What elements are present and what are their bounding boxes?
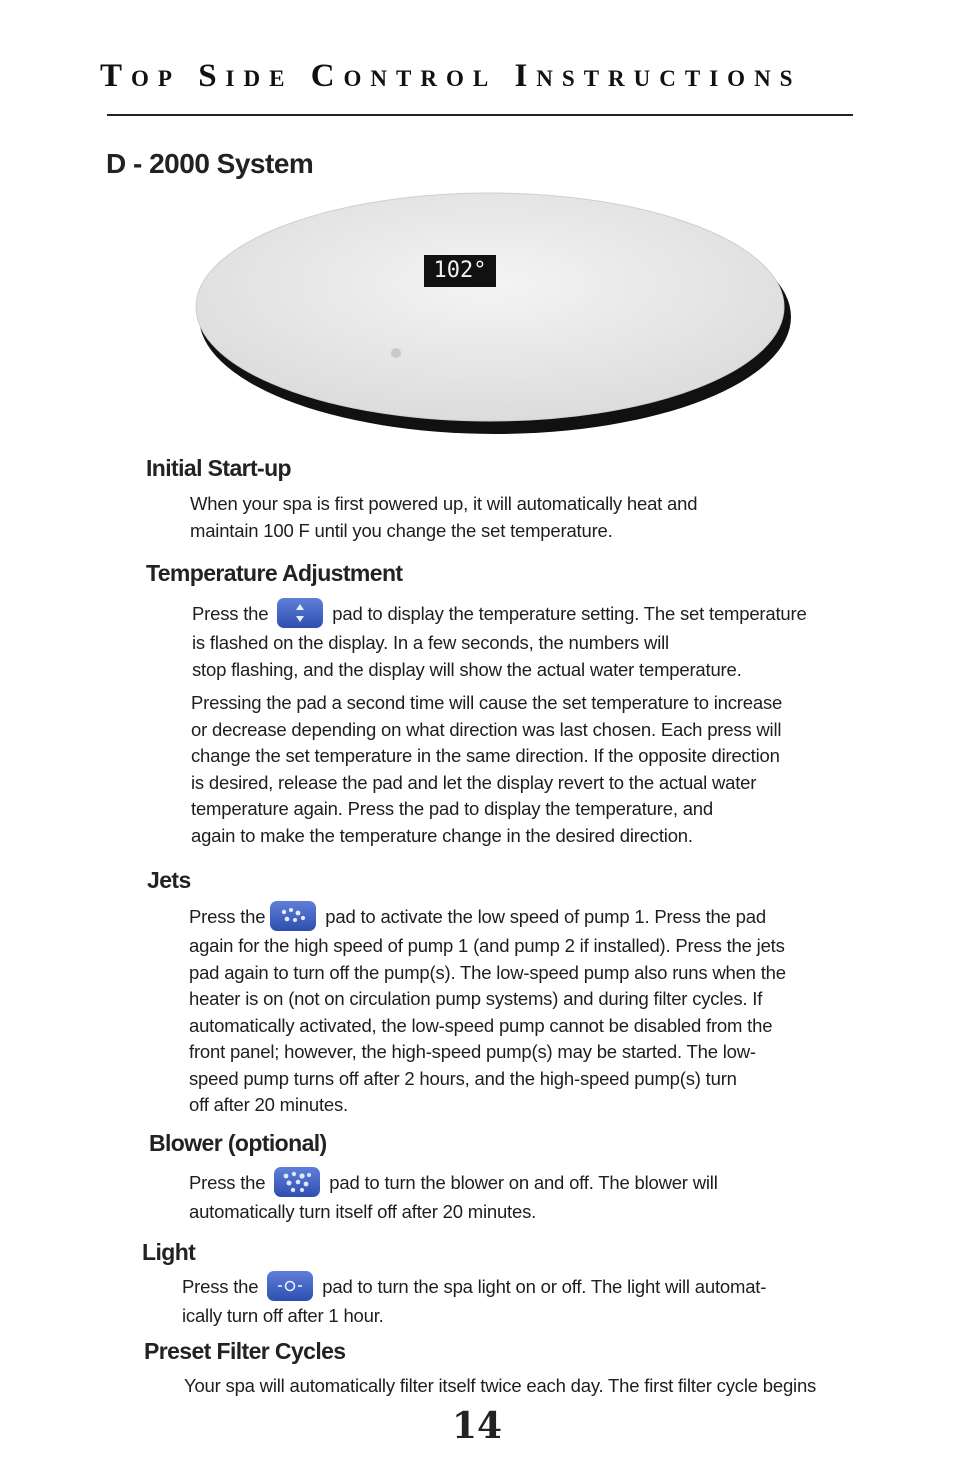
text-fragment: pad to turn the blower on and off. The blower will <box>329 1171 718 1193</box>
blower-icon <box>274 1167 320 1197</box>
text-line: automatically activated, the low-speed pump cannot be disabled from the <box>189 1014 773 1036</box>
heading-light: Light <box>142 1239 196 1265</box>
heading-jets: Jets <box>147 867 191 893</box>
text-line: again for the high speed of pump 1 (and pump 2 if installed). Press the jets <box>189 935 785 956</box>
text-line-with-icon <box>189 903 786 933</box>
heading-temperature-adjustment: Temperature Adjustment <box>146 560 403 586</box>
jets-icon <box>270 901 316 931</box>
text-line-with-icon <box>189 1169 718 1199</box>
filter-text <box>184 1373 816 1400</box>
text-line: Your spa will automatically filter itself twice each day. The first filter cycle begins <box>184 1375 817 1396</box>
jets-text <box>189 903 786 1119</box>
text-fragment: Press the <box>192 602 269 624</box>
page-title: Top Side Control Instructions <box>100 58 802 94</box>
text-line: speed pump turns off after 2 hours, and the high-speed pump(s) turn <box>189 1067 737 1089</box>
text-line: pad again to turn off the pump(s). The low-speed pump also runs when the <box>189 961 786 983</box>
text-line: or decrease depending on what direction was last chosen. Each press will <box>191 718 782 740</box>
text-fragment: Press the <box>189 1171 266 1193</box>
heading-preset-filter-cycles: Preset Filter Cycles <box>144 1338 346 1364</box>
temperature-text-2 <box>191 690 782 849</box>
text-line: When your spa is first powered up, it will automatically heat and <box>190 493 698 514</box>
text-line: maintain 100 F until you change the set temperature. <box>190 519 613 541</box>
text-line: again to make the temperature change in the desired direction. <box>191 824 693 846</box>
initial-startup-text <box>190 491 697 544</box>
temperature-display: 102° <box>424 255 496 287</box>
heading-blower: Blower (optional) <box>149 1130 327 1156</box>
page-number: 14 <box>451 1405 503 1447</box>
text-line-with-icon <box>192 600 807 630</box>
up-down-arrows-icon <box>277 598 323 628</box>
title-rule <box>107 114 853 116</box>
text-line: temperature again. Press the pad to display the temperature, and <box>191 798 713 819</box>
text-line: front panel; however, the high-speed pump(s) may be started. The low- <box>189 1041 756 1062</box>
text-line: ically turn off after 1 hour. <box>182 1305 384 1326</box>
text-line: stop flashing, and the display will show the actual water temperature. <box>192 658 742 680</box>
text-fragment: pad to activate the low speed of pump 1. Press the pad <box>325 905 766 927</box>
text-line: automatically turn itself off after 20 minutes. <box>189 1201 537 1222</box>
heading-initial-startup: Initial Start-up <box>146 455 292 481</box>
text-fragment: Press the <box>189 905 266 927</box>
text-fragment: Press the <box>182 1275 259 1297</box>
text-line: heater is on (not on circulation pump systems) and during filter cycles. If <box>189 988 763 1009</box>
text-line: off after 20 minutes. <box>189 1094 348 1115</box>
light-icon <box>267 1271 313 1301</box>
text-line: is desired, release the pad and let the display revert to the actual water <box>191 771 757 793</box>
text-line-with-icon <box>182 1273 766 1303</box>
light-text <box>182 1273 766 1330</box>
blower-text <box>189 1169 718 1226</box>
temperature-text-1 <box>192 600 807 683</box>
text-line: is flashed on the display. In a few seconds, the numbers will <box>192 632 669 653</box>
text-line: Pressing the pad a second time will cause the set temperature to increase <box>191 692 783 713</box>
system-heading: D - 2000 System <box>106 148 314 179</box>
control-panel-image <box>190 185 795 440</box>
text-fragment: pad to display the temperature setting. The set temperature <box>332 602 807 624</box>
text-fragment: pad to turn the spa light on or off. The light will automat- <box>322 1275 767 1297</box>
text-line: change the set temperature in the same direction. If the opposite direction <box>191 745 780 766</box>
